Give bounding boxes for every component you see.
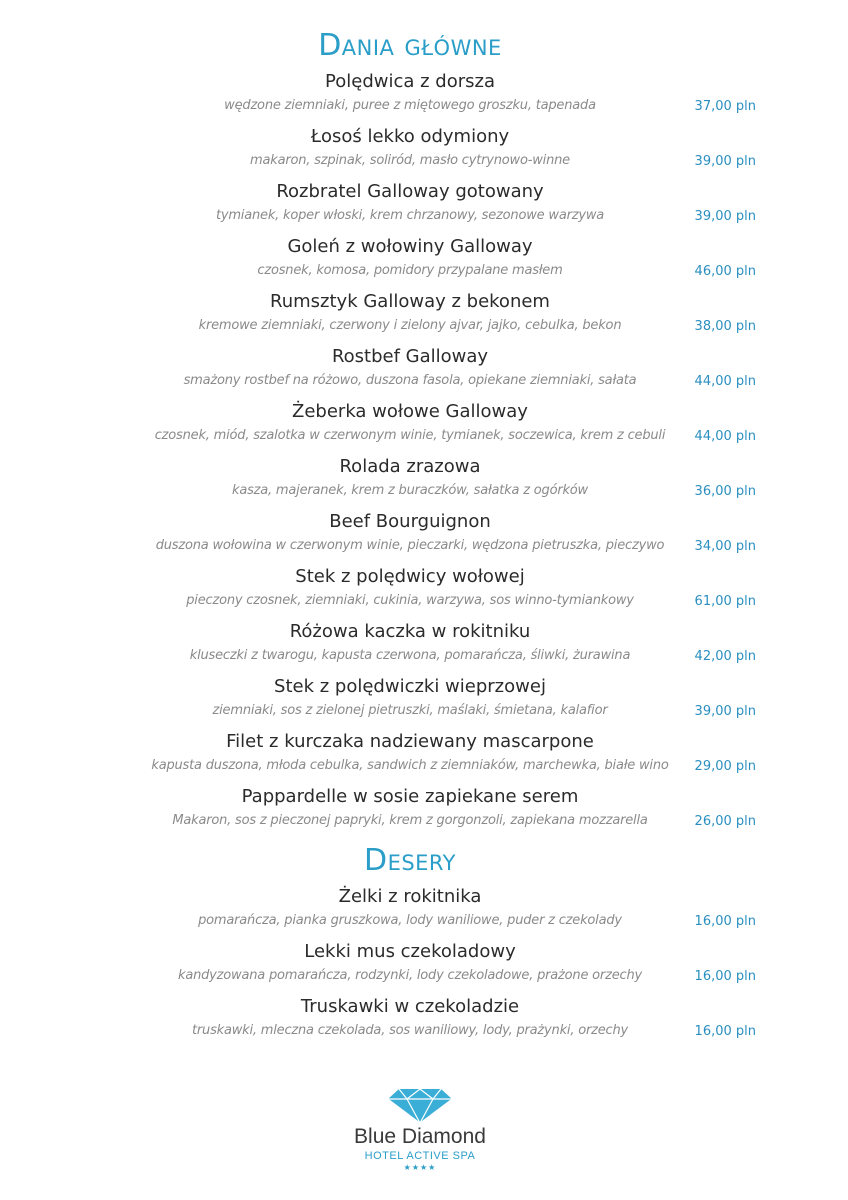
menu-item bbox=[0, 71, 848, 123]
dish-name: Truskawki w czekoladzie bbox=[300, 996, 520, 1017]
dish-name: Stek z polędwiczki wieprzowej bbox=[274, 676, 546, 697]
brand-tagline: HOTEL ACTIVE SPA bbox=[364, 1150, 476, 1162]
dish-price: 44,00 pln bbox=[694, 429, 756, 444]
dish-description: kluseczki z twarogu, kapusta czerwona, pomarańcza, śliwki, żurawina bbox=[189, 648, 631, 663]
dish-description: kremowe ziemniaki, czerwony i zielony ajvar, jajko, cebulka, bekon bbox=[198, 318, 622, 333]
dish-price: 46,00 pln bbox=[694, 264, 756, 279]
dish-price: 37,00 pln bbox=[694, 99, 756, 114]
dish-name: Rostbef Galloway bbox=[331, 346, 489, 367]
menu-item bbox=[0, 181, 848, 233]
dish-name: Żeberka wołowe Galloway bbox=[292, 401, 528, 422]
dish-description: wędzone ziemniaki, puree z miętowego groszku, tapenada bbox=[224, 98, 596, 113]
menu-item bbox=[0, 731, 848, 783]
dish-description: Makaron, sos z pieczonej papryki, krem z gorgonzoli, zapiekana mozzarella bbox=[172, 813, 648, 828]
dish-price: 16,00 pln bbox=[694, 1024, 756, 1039]
dish-name: Pappardelle w sosie zapiekane serem bbox=[241, 786, 579, 807]
dish-name: Różowa kaczka w rokitniku bbox=[289, 621, 531, 642]
brand-logo bbox=[0, 1088, 840, 1124]
dish-price: 39,00 pln bbox=[694, 154, 756, 169]
dish-name: Lekki mus czekoladowy bbox=[304, 941, 516, 962]
dish-name: Filet z kurczaka nadziewany mascarpone bbox=[226, 731, 594, 752]
menu-item bbox=[0, 996, 848, 1048]
dish-description: kandyzowana pomarańcza, rodzynki, lody czekoladowe, prażone orzechy bbox=[178, 968, 642, 983]
menu-item bbox=[0, 401, 848, 453]
dish-name: Goleń z wołowiny Galloway bbox=[287, 236, 533, 257]
dish-price: 29,00 pln bbox=[694, 759, 756, 774]
dish-name: Stek z polędwicy wołowej bbox=[295, 566, 525, 587]
dish-description: truskawki, mleczna czekolada, sos waniliowy, lody, prażynki, orzechy bbox=[191, 1023, 628, 1038]
dish-name: Beef Bourguignon bbox=[329, 511, 491, 532]
dish-price: 36,00 pln bbox=[694, 484, 756, 499]
dish-description: pomarańcza, pianka gruszkowa, lody waniliowe, puder z czekolady bbox=[198, 913, 622, 928]
menu-item bbox=[0, 566, 848, 618]
dish-description: kasza, majeranek, krem z buraczków, sałatka z ogórków bbox=[232, 483, 588, 498]
dish-description: ziemniaki, sos z zielonej pietruszki, maślaki, śmietana, kalafior bbox=[212, 703, 608, 718]
menu-item bbox=[0, 941, 848, 993]
menu-item bbox=[0, 886, 848, 938]
menu-item bbox=[0, 786, 848, 838]
dish-name: Łosoś lekko odymiony bbox=[310, 126, 510, 147]
diamond-icon bbox=[387, 1088, 453, 1124]
dish-price: 38,00 pln bbox=[694, 319, 756, 334]
menu-item bbox=[0, 291, 848, 343]
menu-item bbox=[0, 456, 848, 508]
brand-name: Blue Diamond bbox=[354, 1125, 486, 1148]
dish-name: Żelki z rokitnika bbox=[338, 886, 482, 907]
menu-item bbox=[0, 676, 848, 728]
dish-description: smażony rostbef na różowo, duszona fasola, opiekane ziemniaki, sałata bbox=[183, 373, 637, 388]
section-heading-desserts: Desery bbox=[363, 843, 457, 878]
dish-description: pieczony czosnek, ziemniaki, cukinia, warzywa, sos winno-tymiankowy bbox=[186, 593, 634, 608]
dish-price: 39,00 pln bbox=[694, 209, 756, 224]
dish-description: duszona wołowina w czerwonym winie, pieczarki, wędzona pietruszka, pieczywo bbox=[155, 538, 665, 553]
dish-name: Rolada zrazowa bbox=[339, 456, 481, 477]
dish-name: Rumsztyk Galloway z bekonem bbox=[270, 291, 550, 312]
dish-price: 26,00 pln bbox=[694, 814, 756, 829]
dish-price: 34,00 pln bbox=[694, 539, 756, 554]
dish-description: makaron, szpinak, soliród, masło cytrynowo-winne bbox=[250, 153, 570, 168]
dish-price: 16,00 pln bbox=[694, 914, 756, 929]
menu-item bbox=[0, 346, 848, 398]
dish-name: Rozbratel Galloway gotowany bbox=[276, 181, 544, 202]
menu-item bbox=[0, 511, 848, 563]
section-heading-main: Dania główne bbox=[318, 28, 502, 63]
dish-price: 39,00 pln bbox=[694, 704, 756, 719]
dish-description: tymianek, koper włoski, krem chrzanowy, sezonowe warzywa bbox=[215, 208, 605, 223]
menu-item bbox=[0, 621, 848, 673]
menu-item bbox=[0, 236, 848, 288]
dish-price: 61,00 pln bbox=[694, 594, 756, 609]
dish-price: 44,00 pln bbox=[694, 374, 756, 389]
dish-name: Polędwica z dorsza bbox=[325, 71, 495, 92]
dish-description: czosnek, komosa, pomidory przypalane masłem bbox=[257, 263, 563, 278]
menu-item bbox=[0, 126, 848, 178]
dish-price: 42,00 pln bbox=[694, 649, 756, 664]
dish-description: kapusta duszona, młoda cebulka, sandwich z ziemniaków, marchewka, białe wino bbox=[151, 758, 669, 773]
hotel-stars: ★★★★ bbox=[403, 1163, 437, 1172]
dish-description: czosnek, miód, szalotka w czerwonym winie, tymianek, soczewica, krem z cebuli bbox=[154, 428, 666, 443]
dish-price: 16,00 pln bbox=[694, 969, 756, 984]
